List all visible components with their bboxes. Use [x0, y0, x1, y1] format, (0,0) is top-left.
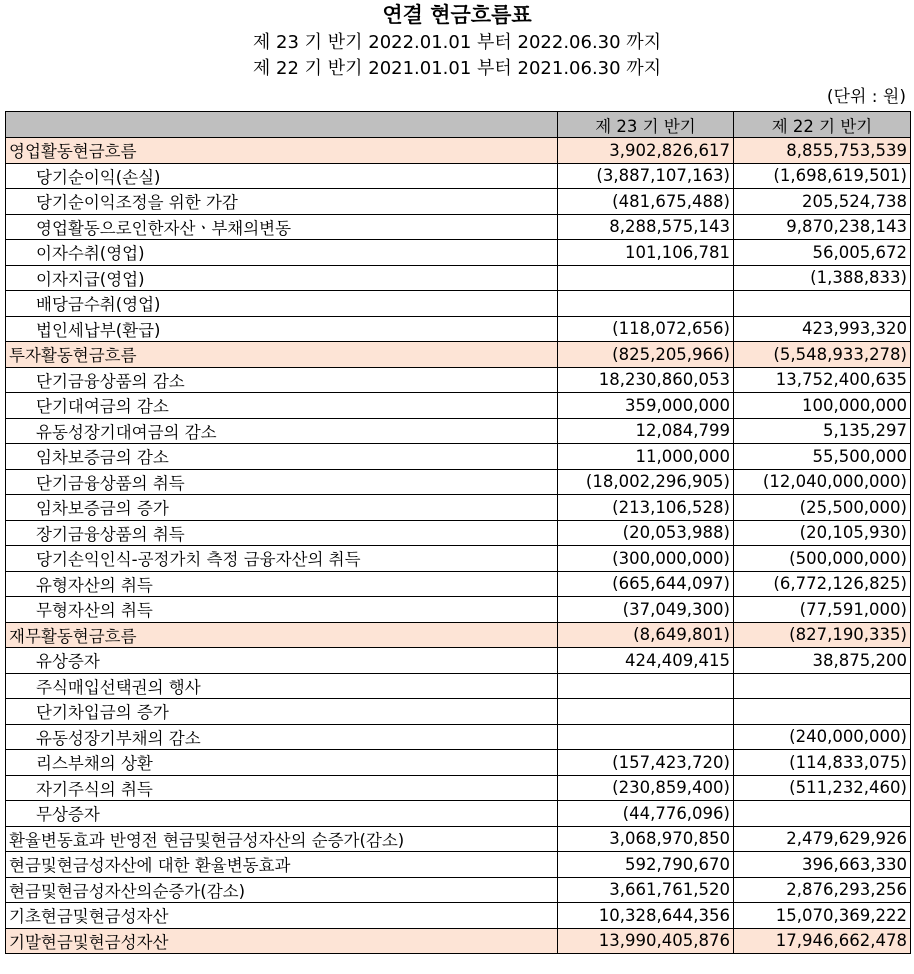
current-period-value: 10,328,644,356: [558, 903, 734, 929]
prior-period-value: (500,000,000): [734, 546, 911, 572]
row-label: 단기금융상품의 감소: [6, 367, 558, 393]
current-period-value: 11,000,000: [558, 444, 734, 470]
row-label: 단기차입금의 증가: [6, 699, 558, 725]
prior-period-value: 55,500,000: [734, 444, 911, 470]
row-label: 이자지급(영업): [6, 265, 558, 291]
prior-period-value: 15,070,369,222: [734, 903, 911, 929]
table-row: [6, 367, 911, 393]
row-label: 단기금융상품의 취득: [6, 469, 558, 495]
current-period-value: (3,887,107,163): [558, 163, 734, 189]
period-prior: 제 22 기 반기 2021.01.01 부터 2021.06.30 까지: [252, 58, 662, 79]
cash-flow-table: [5, 111, 911, 954]
prior-period-value: (511,232,460): [734, 775, 911, 801]
table-row: [6, 750, 911, 776]
current-period-value: [558, 265, 734, 291]
section-total-row: [6, 928, 911, 954]
row-label: 무상증자: [6, 801, 558, 827]
current-period-value: (18,002,296,905): [558, 469, 734, 495]
prior-period-value: 56,005,672: [734, 240, 911, 266]
row-label: 이자수취(영업): [6, 240, 558, 266]
table-row: [6, 444, 911, 470]
table-row: [6, 648, 911, 674]
prior-period-value: (25,500,000): [734, 495, 911, 521]
current-period-value: (300,000,000): [558, 546, 734, 572]
row-label: 자기주식의 취득: [6, 775, 558, 801]
prior-period-value: 38,875,200: [734, 648, 911, 674]
current-period-value: 18,230,860,053: [558, 367, 734, 393]
table-row: [6, 903, 911, 929]
current-period-value: 101,106,781: [558, 240, 734, 266]
table-row: [6, 546, 911, 572]
row-label: 유상증자: [6, 648, 558, 674]
row-label: 유형자산의 취득: [6, 571, 558, 597]
table-row: [6, 316, 911, 342]
table-header-row: [6, 112, 911, 138]
table-row: [6, 673, 911, 699]
current-period-value: 424,409,415: [558, 648, 734, 674]
current-period-value: (230,859,400): [558, 775, 734, 801]
header-label: [6, 112, 558, 138]
prior-period-value: 5,135,297: [734, 418, 911, 444]
table-row: [6, 163, 911, 189]
current-period-value: 359,000,000: [558, 393, 734, 419]
prior-period-value: [734, 699, 911, 725]
prior-period-value: 17,946,662,478: [734, 928, 911, 954]
prior-period-value: (6,772,126,825): [734, 571, 911, 597]
row-label: 재무활동현금흐름: [6, 622, 558, 648]
prior-period-value: (114,833,075): [734, 750, 911, 776]
row-label: 임차보증금의 증가: [6, 495, 558, 521]
prior-period-value: 2,876,293,256: [734, 877, 911, 903]
table-row: [6, 826, 911, 852]
table-row: [6, 265, 911, 291]
current-period-value: [558, 291, 734, 317]
table-row: [6, 571, 911, 597]
current-period-value: 8,288,575,143: [558, 214, 734, 240]
table-row: [6, 597, 911, 623]
table-row: [6, 699, 911, 725]
prior-period-value: 8,855,753,539: [734, 138, 911, 164]
section-total-row: [6, 622, 911, 648]
current-period-value: 12,084,799: [558, 418, 734, 444]
prior-period-value: [734, 801, 911, 827]
row-label: 임차보증금의 감소: [6, 444, 558, 470]
period-current: 제 23 기 반기 2022.01.01 부터 2022.06.30 까지: [252, 32, 662, 53]
table-row: [6, 469, 911, 495]
prior-period-value: (1,388,833): [734, 265, 911, 291]
document-title: 연결 현금흐름표: [382, 3, 532, 27]
row-label: 현금및현금성자산에 대한 환율변동효과: [6, 852, 558, 878]
table-row: [6, 877, 911, 903]
prior-period-value: 396,663,330: [734, 852, 911, 878]
table-row: [6, 801, 911, 827]
current-period-value: 3,902,826,617: [558, 138, 734, 164]
prior-period-value: (77,591,000): [734, 597, 911, 623]
current-period-value: (825,205,966): [558, 342, 734, 368]
prior-period-value: [734, 673, 911, 699]
prior-period-value: 9,870,238,143: [734, 214, 911, 240]
row-label: 당기손익인식-공정가치 측정 금융자산의 취득: [6, 546, 558, 572]
table-row: [6, 520, 911, 546]
current-period-value: [558, 673, 734, 699]
section-total-row: [6, 342, 911, 368]
current-period-value: (481,675,488): [558, 189, 734, 215]
table-row: [6, 393, 911, 419]
header-prior-period: 제 22 기 반기: [734, 112, 911, 138]
row-label: 기말현금및현금성자산: [6, 928, 558, 954]
table-row: [6, 189, 911, 215]
current-period-value: 13,990,405,876: [558, 928, 734, 954]
table-row: [6, 495, 911, 521]
row-label: 영업활동현금흐름: [6, 138, 558, 164]
row-label: 기초현금및현금성자산: [6, 903, 558, 929]
prior-period-value: (1,698,619,501): [734, 163, 911, 189]
row-label: 유동성장기부채의 감소: [6, 724, 558, 750]
current-period-value: (8,649,801): [558, 622, 734, 648]
current-period-value: 3,661,761,520: [558, 877, 734, 903]
row-label: 배당금수취(영업): [6, 291, 558, 317]
row-label: 법인세납부(환급): [6, 316, 558, 342]
current-period-value: [558, 724, 734, 750]
table-row: [6, 775, 911, 801]
row-label: 장기금융상품의 취득: [6, 520, 558, 546]
prior-period-value: (5,548,933,278): [734, 342, 911, 368]
prior-period-value: (827,190,335): [734, 622, 911, 648]
current-period-value: 592,790,670: [558, 852, 734, 878]
row-label: 현금및현금성자산의순증가(감소): [6, 877, 558, 903]
current-period-value: (37,049,300): [558, 597, 734, 623]
table-row: [6, 418, 911, 444]
row-label: 무형자산의 취득: [6, 597, 558, 623]
header-current-period: 제 23 기 반기: [558, 112, 734, 138]
current-period-value: [558, 699, 734, 725]
row-label: 환율변동효과 반영전 현금및현금성자산의 순증가(감소): [6, 826, 558, 852]
prior-period-value: 423,993,320: [734, 316, 911, 342]
row-label: 리스부채의 상환: [6, 750, 558, 776]
current-period-value: (20,053,988): [558, 520, 734, 546]
prior-period-value: (20,105,930): [734, 520, 911, 546]
current-period-value: (157,423,720): [558, 750, 734, 776]
prior-period-value: [734, 291, 911, 317]
unit-label: (단위 : 원): [826, 87, 906, 107]
prior-period-value: 13,752,400,635: [734, 367, 911, 393]
section-total-row: [6, 138, 911, 164]
current-period-value: 3,068,970,850: [558, 826, 734, 852]
current-period-value: (665,644,097): [558, 571, 734, 597]
row-label: 투자활동현금흐름: [6, 342, 558, 368]
row-label: 단기대여금의 감소: [6, 393, 558, 419]
current-period-value: (44,776,096): [558, 801, 734, 827]
table-row: [6, 852, 911, 878]
table-row: [6, 291, 911, 317]
row-label: 주식매입선택권의 행사: [6, 673, 558, 699]
table-row: [6, 724, 911, 750]
current-period-value: (213,106,528): [558, 495, 734, 521]
row-label: 당기순이익(손실): [6, 163, 558, 189]
table-row: [6, 214, 911, 240]
current-period-value: (118,072,656): [558, 316, 734, 342]
row-label: 유동성장기대여금의 감소: [6, 418, 558, 444]
row-label: 당기순이익조정을 위한 가감: [6, 189, 558, 215]
row-label: 영업활동으로인한자산ㆍ부채의변동: [6, 214, 558, 240]
prior-period-value: 2,479,629,926: [734, 826, 911, 852]
prior-period-value: (240,000,000): [734, 724, 911, 750]
prior-period-value: 100,000,000: [734, 393, 911, 419]
prior-period-value: 205,524,738: [734, 189, 911, 215]
table-row: [6, 240, 911, 266]
prior-period-value: (12,040,000,000): [734, 469, 911, 495]
